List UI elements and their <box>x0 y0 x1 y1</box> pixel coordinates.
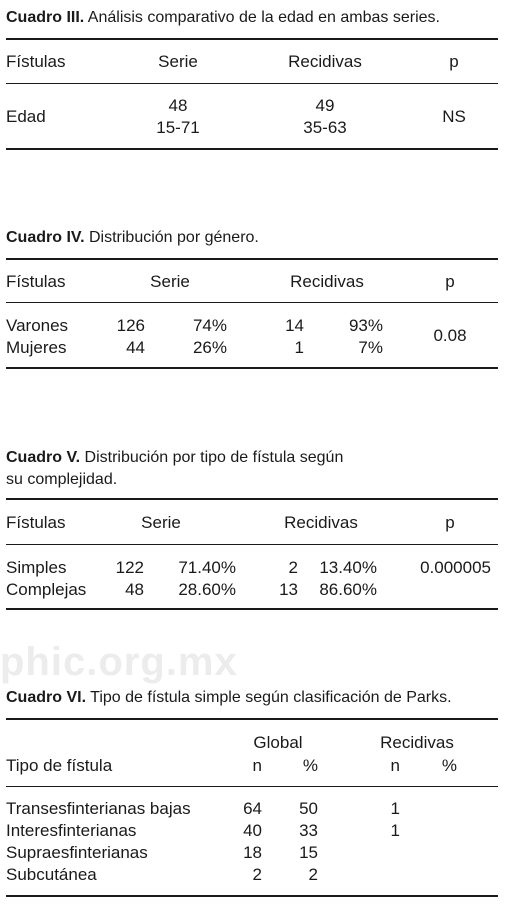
table-6-row-n: 2 <box>252 865 262 884</box>
table-5-caption <box>6 447 343 469</box>
table-5-header-fistulas: Fístulas <box>6 513 66 532</box>
table-5-row-rec-n: 13 <box>279 580 298 599</box>
table-4-header-rule <box>6 302 498 303</box>
table-4-header-fistulas: Fístulas <box>6 272 66 291</box>
table-4-row-rec-pct: 7% <box>358 338 383 357</box>
table-4-header-serie: Serie <box>150 272 190 291</box>
table-6-top-rule <box>6 718 498 720</box>
table-3-header-rule <box>6 83 498 84</box>
table-6-caption-label: Cuadro VI. <box>6 689 87 706</box>
table-3-header-serie: Serie <box>158 52 198 71</box>
table-3-caption-text: Análisis comparativo de la edad en ambas series. <box>84 9 440 26</box>
table-6-header-pct: % <box>302 756 318 775</box>
table-6-header-rec-pct: % <box>441 756 457 775</box>
table-4-p-value: 0.08 <box>433 326 467 345</box>
table-6-group-global: Global <box>253 733 303 752</box>
table-4-row-n: 44 <box>126 338 145 357</box>
table-5-header-rule <box>6 544 498 545</box>
table-6-header-type: Tipo de fístula <box>6 756 113 775</box>
table-5-bottom-rule <box>6 608 498 610</box>
table-6-row-n: 18 <box>243 843 262 862</box>
table-3-rec-median: 49 <box>315 96 335 115</box>
table-6-caption <box>6 687 452 709</box>
table-5-header-recidivas: Recidivas <box>284 513 358 532</box>
table-3-serie-median: 48 <box>168 96 188 115</box>
table-4-caption-label: Cuadro IV. <box>6 229 85 246</box>
table-4-bottom-rule <box>6 367 498 369</box>
table-6-header-rule <box>6 786 498 787</box>
table-5-top-rule <box>6 498 498 500</box>
table-5-row-label: Simples <box>6 558 67 577</box>
table-4-row-rec-n: 14 <box>285 316 304 335</box>
table-6-row-n: 40 <box>243 821 262 840</box>
table-6-row-label: Interesfinterianas <box>6 821 137 840</box>
table-5-row-n: 48 <box>125 580 144 599</box>
table-4-header-p: p <box>445 272 455 291</box>
table-3-header-recidivas: Recidivas <box>288 52 362 71</box>
table-6-row-rec-n: 1 <box>390 799 400 818</box>
table-4-row-n: 126 <box>116 316 145 335</box>
table-6-row-n: 64 <box>243 799 262 818</box>
table-6-group-recidivas: Recidivas <box>380 733 454 752</box>
table-3-serie-range: 15-71 <box>156 118 200 137</box>
table-6-bottom-rule <box>6 895 498 897</box>
table-5-p-value: 0.000005 <box>420 558 491 577</box>
table-6-row-label: Transesfinterianas bajas <box>6 799 191 818</box>
table-3-bottom-rule <box>6 148 498 150</box>
table-6-row-pct: 50 <box>299 799 318 818</box>
table-3-caption <box>6 7 440 29</box>
table-6-header-rec-n: n <box>390 756 400 775</box>
table-5-row-rec-pct: 13.40% <box>319 558 377 577</box>
table-4-caption-text: Distribución por género. <box>84 229 259 246</box>
table-4-caption <box>6 227 259 249</box>
table-6-row-pct: 15 <box>299 843 318 862</box>
table-4-row-label: Mujeres <box>6 338 67 357</box>
table-6-row-label: Subcutánea <box>6 865 97 884</box>
table-3-p-value: NS <box>442 107 466 126</box>
table-6-row-rec-n: 1 <box>390 821 400 840</box>
table-5-caption-line-2: su complejidad. <box>6 471 118 488</box>
watermark: phic.org.mx <box>0 640 238 684</box>
table-5-caption-text: Distribución por tipo de fístula según <box>80 449 344 466</box>
table-4-header-recidivas: Recidivas <box>290 272 364 291</box>
table-3-row-label: Edad <box>6 107 46 126</box>
table-6-row-label: Supraesfinterianas <box>6 843 148 862</box>
table-5-row-rec-n: 2 <box>288 558 298 577</box>
table-5-header-p: p <box>445 513 455 532</box>
table-5-header-serie: Serie <box>141 513 181 532</box>
table-6-row-pct: 33 <box>299 821 318 840</box>
table-5-row-pct: 71.40% <box>178 558 236 577</box>
table-4-top-rule <box>6 258 498 260</box>
table-3-caption-label: Cuadro III. <box>6 9 85 26</box>
table-3-rec-range: 35-63 <box>303 118 347 137</box>
table-4-row-rec-n: 1 <box>294 338 304 357</box>
table-4-row-rec-pct: 93% <box>348 316 383 335</box>
table-6-row-pct: 2 <box>308 865 318 884</box>
table-3-header-p: p <box>449 52 459 71</box>
table-6-caption-text: Tipo de fístula simple según clasificación de Parks. <box>86 689 452 706</box>
table-5-row-rec-pct: 86.60% <box>319 580 377 599</box>
table-3-header-fistulas: Fístulas <box>6 52 66 71</box>
table-5-row-label: Complejas <box>6 580 87 599</box>
table-4-row-label: Varones <box>6 316 69 335</box>
table-5-row-pct: 28.60% <box>178 580 236 599</box>
table-5-row-n: 122 <box>115 558 144 577</box>
table-4-row-pct: 26% <box>192 338 227 357</box>
table-5-caption-label: Cuadro V. <box>6 449 81 466</box>
table-4-row-pct: 74% <box>192 316 227 335</box>
table-6-header-n: n <box>252 756 262 775</box>
table-3-top-rule <box>6 38 498 40</box>
